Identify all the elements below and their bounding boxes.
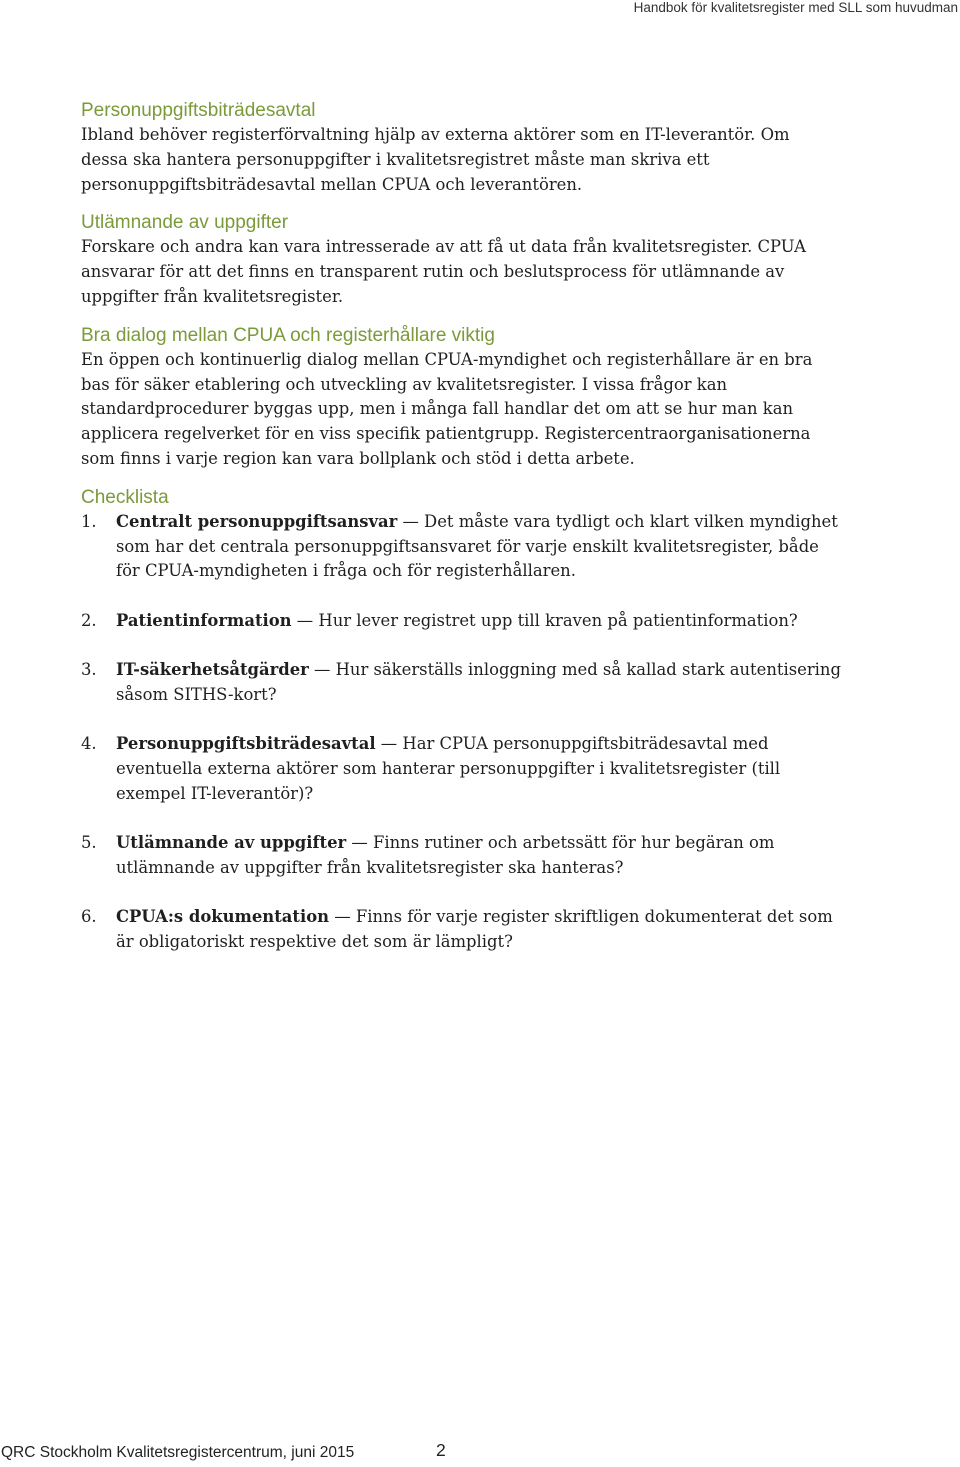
checklist-item xyxy=(81,609,841,634)
checklist-item-title: Patientinformation xyxy=(116,610,292,630)
checklist-item-title: Utlämnande av uppgifter xyxy=(116,832,347,852)
checklist-item-body xyxy=(116,609,841,634)
section-bra-dialog xyxy=(81,324,841,472)
checklist-item-text: — Hur lever registret upp till kraven på patientinformation? xyxy=(291,610,798,630)
section-heading: Personuppgiftsbiträdesavtal xyxy=(81,100,316,121)
checklist-item-title: CPUA:s dokumentation xyxy=(116,907,330,927)
checklist-item-title: IT-säkerhetsåtgärder xyxy=(116,659,309,679)
page-number: 2 xyxy=(436,1440,446,1460)
section-paragraph: Forskare och andra kan vara intresserade av att få ut data från kvalitetsregister. CPUA ansvarar för att det finns en transparent rutin och beslutsprocess för utlämnande av uppgifter från kvalitetsregister. xyxy=(81,237,806,306)
checklist-item-number: 2. xyxy=(81,610,97,630)
checklist-item-text: — Finns för varje register skriftligen dokumenterat det som är obligatoriskt respektive det som är lämpligt? xyxy=(116,907,833,951)
checklist-item xyxy=(81,510,841,584)
checklist-item-body xyxy=(116,732,841,806)
checklist-item-title: Personuppgiftsbiträdesavtal xyxy=(116,734,376,754)
checklist-section xyxy=(81,486,841,955)
section-heading: Bra dialog mellan CPUA och registerhållare viktig xyxy=(81,324,495,346)
checklist-item-text: — Det måste vara tydligt och klart vilken myndighet som har det centrala personuppgiftsansvaret för varje enskilt kvalitetsregister, både för CPUA-myndigheten i fråga och för registerhållaren. xyxy=(116,511,838,581)
section-paragraph: En öppen och kontinuerlig dialog mellan CPUA-myndighet och registerhållare är en bra bas för säker etablering och utveckling av kvalitetsregister. I vissa frågor kan standardprocedurer byggas upp, men i många fall handlar det om att se hur man kan applicera regelverket för en viss specifik patientgrupp. Registercentraorganisationerna som finns i varje region kan vara bollplank och stöd i detta arbete. xyxy=(81,349,813,468)
checklist-item-text: — Har CPUA personuppgiftsbiträdesavtal med eventuella externa aktörer som hanterar personuppgifter i kvalitetsregister (till exempel IT-leverantör)? xyxy=(116,734,781,803)
checklist-item-text: — Finns rutiner och arbetssätt för hur begäran om utlämnande av uppgifter från kvalitetsregister ska hanteras? xyxy=(116,832,775,877)
checklist-item-text: — Hur säkerställs inloggning med så kallad stark autentisering såsom SITHS-kort? xyxy=(116,659,841,704)
checklist-item-number: 5. xyxy=(81,832,97,852)
page-footer: QRC Stockholm Kvalitetsregistercentrum, juni 2015 xyxy=(1,1444,355,1461)
section-heading: Utlämnande av uppgifter xyxy=(81,212,289,234)
checklist-item-title: Centralt personuppgiftsansvar xyxy=(116,511,398,531)
section-paragraph: Ibland behöver registerförvaltning hjälp av externa aktörer som en IT-leverantör. Om dessa ska hantera personuppgifter i kvalitetsregistret måste man skriva ett personuppgiftsbiträdesavtal mellan CPUA och leverantören. xyxy=(81,125,790,194)
checklist-item-number: 3. xyxy=(81,659,97,679)
checklist-item xyxy=(81,831,841,881)
checklist-item xyxy=(81,905,841,955)
checklist-item-body xyxy=(116,658,841,708)
checklist-item-body xyxy=(116,905,841,955)
checklist-heading: Checklista xyxy=(81,486,169,508)
checklist xyxy=(81,510,841,955)
checklist-item xyxy=(81,658,841,708)
checklist-item-body xyxy=(116,510,841,584)
checklist-item-number: 1. xyxy=(81,511,97,531)
checklist-item xyxy=(81,732,841,806)
checklist-item-body xyxy=(116,831,841,881)
running-header: Handbok för kvalitetsregister med SLL som huvudman xyxy=(633,0,958,15)
section-personuppgiftsbitradesavtal xyxy=(81,99,841,197)
page-body xyxy=(81,99,841,979)
checklist-item-number: 6. xyxy=(81,907,97,927)
checklist-item-number: 4. xyxy=(81,734,97,754)
section-utlamnande-av-uppgifter xyxy=(81,211,841,309)
